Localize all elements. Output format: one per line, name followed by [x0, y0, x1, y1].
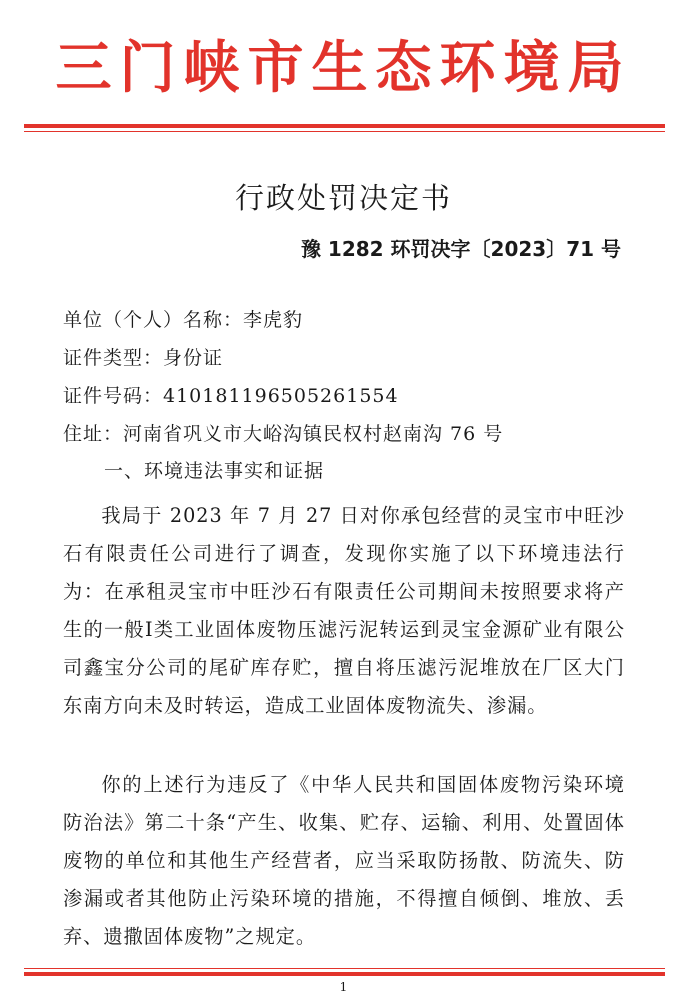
paragraph-violation: 你的上述行为违反了《中华人民共和国固体废物污染环境防治法》第二十条“产生、收集、贮存、运输、利用、处置固体废物的单位和其他生产经营者，应当采取防扬散、防流失、防渗漏或者其他防止污染环境的措施，不得擅自倾倒、堆放、丢弃、遗撒固体废物”之规定。 — [63, 773, 625, 948]
paragraph-facts: 我局于 2023 年 7 月 27 日对你承包经营的灵宝市中旺沙石有限责任公司进行了调查，发现你实施了以下环境违法行为：在承租灵宝市中旺沙石有限责任公司期间未按照要求将产生的一般Ⅰ类工业固体废物压滤污泥转运到灵宝金源矿业有限公司鑫宝分公司的尾矿库存贮，擅自将压滤污泥堆放在厂区大门东南方向未及时转运，造成工业固体废物流失、渗漏。 — [63, 504, 625, 717]
field-address: 住址：河南省巩义市大峪沟镇民权村赵南沟 76 号 — [63, 423, 504, 445]
document-number: 豫 1282 环罚决字〔2023〕71 号 — [300, 237, 621, 261]
header-rule-thin — [24, 131, 665, 132]
section-heading: 一、环境违法事实和证据 — [104, 460, 325, 482]
header-rule-thick — [24, 124, 665, 128]
page-number: 1 — [339, 980, 348, 994]
footer-rule-thin — [24, 968, 665, 969]
field-id-number: 证件号码：410181196505261554 — [63, 385, 399, 407]
document-title: 行政处罚决定书 — [234, 181, 452, 215]
footer-rule-thick — [24, 972, 665, 976]
field-name: 单位（个人）名称：李虎豹 — [63, 309, 304, 331]
agency-header: 三门峡市生态环境局 — [55, 35, 632, 101]
field-id-type: 证件类型：身份证 — [63, 347, 224, 369]
